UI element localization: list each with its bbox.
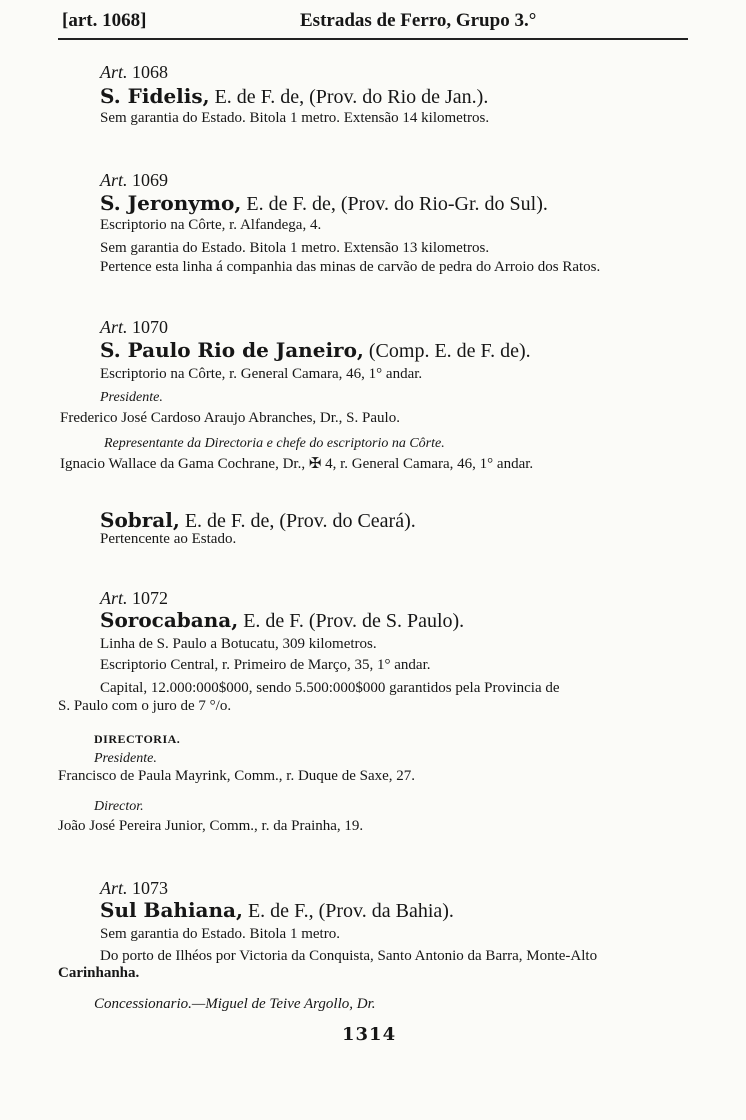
entry-line: Escriptorio Central, r. Primeiro de Março, 35, 1° andar. <box>100 657 431 673</box>
entry-line: Sem garantia do Estado. Bitola 1 metro. Extensão 13 kilometros. <box>100 240 490 256</box>
entry-title: S. Paulo Rio de Janeiro, (Comp. E. de F. de). <box>100 338 531 362</box>
entry-title: S. Jeronymo, E. de F. de, (Prov. do Rio-Gr. do Sul). <box>100 191 548 215</box>
role-label: Presidente. <box>100 390 163 405</box>
role-label: Presidente. <box>94 751 157 766</box>
header-article-ref: [art. 1068] <box>62 10 147 31</box>
section-label: DIRECTORIA. <box>94 732 181 746</box>
role-label: Director. <box>94 799 144 814</box>
entry-title: S. Fidelis, E. de F. de, (Prov. do Rio de Jan.). <box>100 84 489 108</box>
entry-title: Sorocabana, E. de F. (Prov. de S. Paulo). <box>100 608 465 632</box>
entry-title: Sobral, E. de F. de, (Prov. do Ceará). <box>100 508 416 532</box>
entry-line: Escriptorio na Côrte, r. Alfandega, 4. <box>100 217 322 233</box>
entry-line: Linha de S. Paulo a Botucatu, 309 kilometros. <box>100 636 377 652</box>
entry-line: Francisco de Paula Mayrink, Comm., r. Duque de Saxe, 27. <box>58 768 416 784</box>
article-number: Art. 1070 <box>100 317 169 337</box>
entry-line: João José Pereira Junior, Comm., r. da Prainha, 19. <box>58 818 364 834</box>
article-number: Art. 1069 <box>100 170 169 190</box>
entry-line: S. Paulo com o juro de 7 °/o. <box>58 698 232 714</box>
entry-line: Carinhanha. <box>58 965 140 981</box>
entry-title: Sul Bahiana, E. de F., (Prov. da Bahia). <box>100 898 454 922</box>
entry-line: Sem garantia do Estado. Bitola 1 metro. <box>100 926 340 942</box>
header-section-title: Estradas de Ferro, Grupo 3.° <box>300 10 537 31</box>
entry-line: Ignacio Wallace da Gama Cochrane, Dr., ✠ 4, r. General Camara, 46, 1° andar. <box>60 456 534 472</box>
entry-line: Concessionario.—Miguel de Teive Argollo, Dr. <box>94 996 376 1012</box>
entry-line: Escriptorio na Côrte, r. General Camara, 46, 1° andar. <box>100 366 423 382</box>
role-label: Representante da Directoria e chefe do escriptorio na Côrte. <box>104 436 445 451</box>
article-number: Art. 1073 <box>100 878 169 898</box>
article-number: Art. 1072 <box>100 588 169 608</box>
article-number: Art. 1068 <box>100 62 169 82</box>
entry-line: Do porto de Ilhéos por Victoria da Conquista, Santo Antonio da Barra, Monte-Alto <box>100 948 598 964</box>
entry-line: Pertence esta linha á companhia das minas de carvão de pedra do Arroio dos Ratos. <box>100 259 601 275</box>
page-number: 1314 <box>342 1024 397 1045</box>
entry-line: Sem garantia do Estado. Bitola 1 metro. Extensão 14 kilometros. <box>100 110 490 126</box>
entry-line: Capital, 12.000:000$000, sendo 5.500:000$000 garantidos pela Provincia de <box>100 680 560 696</box>
entry-line: Pertencente ao Estado. <box>100 531 237 547</box>
entry-line: Frederico José Cardoso Araujo Abranches, Dr., S. Paulo. <box>60 410 400 426</box>
header-rule <box>58 38 688 40</box>
